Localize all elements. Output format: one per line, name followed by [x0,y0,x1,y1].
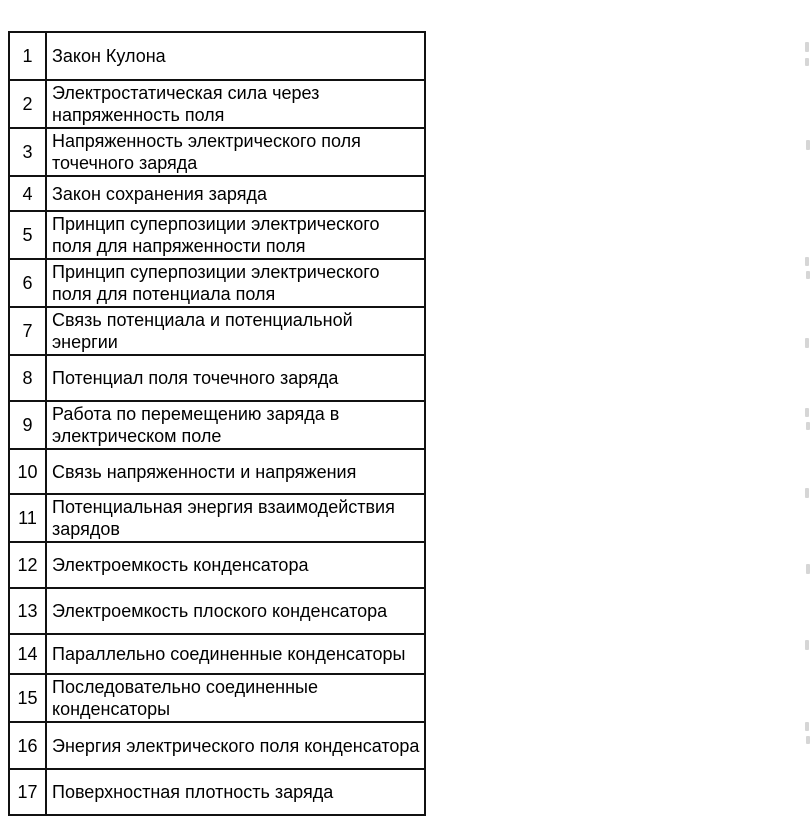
cropped-edge-artifact [805,257,809,266]
row-number: 10 [9,449,46,494]
table-row [9,634,425,674]
table-row [9,588,425,634]
row-number: 9 [9,401,46,449]
cropped-edge-artifact [805,58,809,66]
row-title: Электростатическая сила через напряженность поля [46,80,425,128]
table-row [9,449,425,494]
table-row [9,722,425,769]
row-title: Потенциал поля точечного заряда [46,355,425,401]
row-title: Работа по перемещению заряда в электрическом поле [46,401,425,449]
cropped-edge-artifact [806,422,810,430]
row-title: Поверхностная плотность заряда [46,769,425,815]
row-number: 17 [9,769,46,815]
cropped-edge-artifact [806,271,810,279]
row-number: 4 [9,176,46,211]
cropped-edge-artifact [805,338,809,348]
row-number: 2 [9,80,46,128]
row-number: 8 [9,355,46,401]
row-title: Электроемкость конденсатора [46,542,425,588]
row-number: 6 [9,259,46,307]
cropped-edge-artifact [805,42,809,52]
table-row [9,32,425,80]
table-row [9,401,425,449]
table-row [9,259,425,307]
cropped-edge-artifact [805,488,809,498]
row-title: Принцип суперпозиции электрического поля для напряженности поля [46,211,425,259]
table-row [9,80,425,128]
cropped-edge-artifact [805,408,809,417]
cropped-edge-artifact [805,722,809,731]
row-number: 12 [9,542,46,588]
table-row [9,355,425,401]
cropped-edge-artifact [806,564,810,574]
formulas-table [8,31,426,816]
row-number: 1 [9,32,46,80]
row-number: 15 [9,674,46,722]
row-title: Электроемкость плоского конденсатора [46,588,425,634]
table-row [9,211,425,259]
row-number: 5 [9,211,46,259]
row-title: Напряженность электрического поля точечного заряда [46,128,425,176]
cropped-edge-artifact [806,140,810,150]
table-row [9,307,425,355]
row-title: Связь напряженности и напряжения [46,449,425,494]
row-title: Принцип суперпозиции электрического поля для потенциала поля [46,259,425,307]
row-number: 14 [9,634,46,674]
row-number: 7 [9,307,46,355]
row-title: Последовательно соединенные конденсаторы [46,674,425,722]
row-title: Связь потенциала и потенциальной энергии [46,307,425,355]
row-title: Энергия электрического поля конденсатора [46,722,425,769]
row-title: Закон сохранения заряда [46,176,425,211]
row-title: Потенциальная энергия взаимодействия зарядов [46,494,425,542]
table-row [9,674,425,722]
row-title: Закон Кулона [46,32,425,80]
row-number: 16 [9,722,46,769]
table-row [9,542,425,588]
table-row [9,494,425,542]
table-row [9,176,425,211]
row-title: Параллельно соединенные конденсаторы [46,634,425,674]
row-number: 13 [9,588,46,634]
cropped-edge-artifact [806,736,810,744]
row-number: 3 [9,128,46,176]
row-number: 11 [9,494,46,542]
cropped-edge-artifact [805,640,809,650]
table-row [9,128,425,176]
table-row [9,769,425,815]
